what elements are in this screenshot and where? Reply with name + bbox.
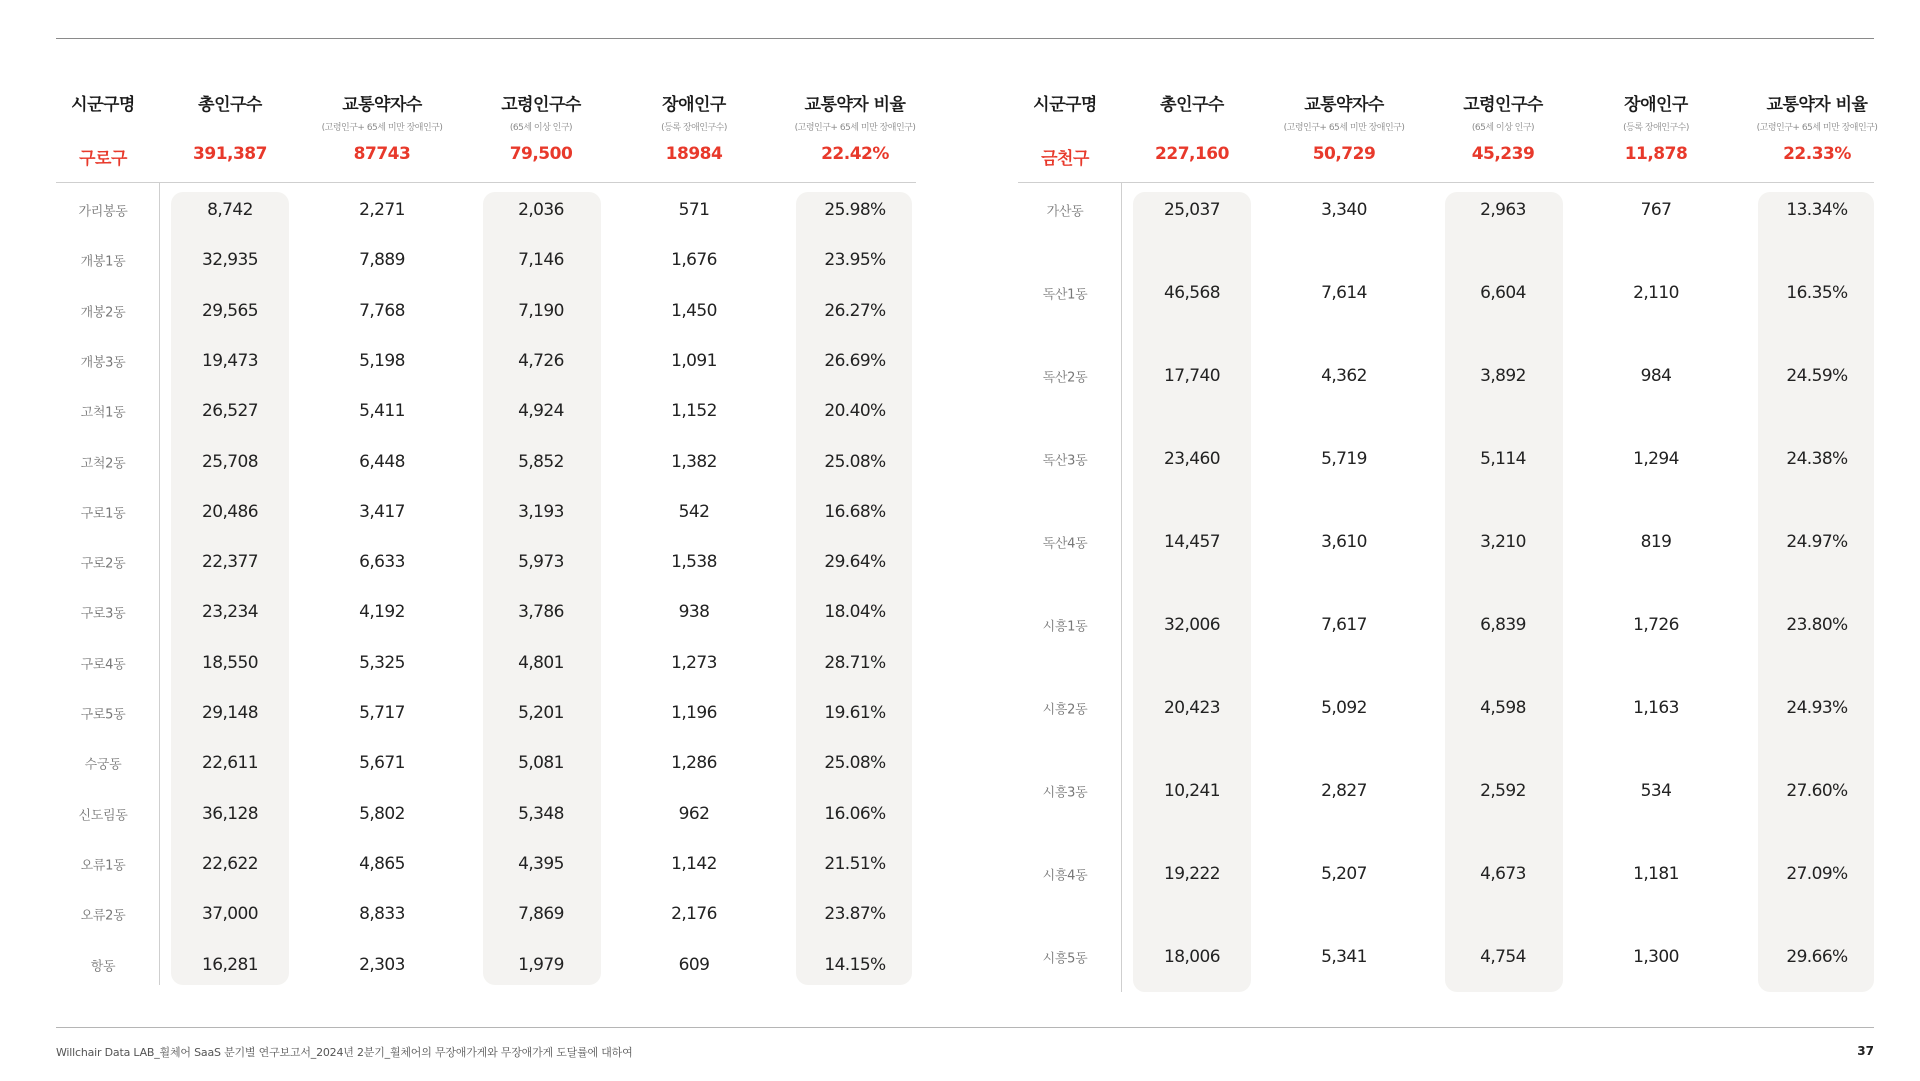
table-cell: 5,198 — [359, 350, 405, 371]
table-cell: 20.40% — [824, 401, 886, 422]
table-cell: 14,457 — [1164, 532, 1220, 552]
table-cell: 14.15% — [824, 954, 886, 975]
table-cell: 4,801 — [518, 652, 564, 673]
table-cell: 3,210 — [1480, 532, 1526, 552]
table-cell: 4,395 — [518, 853, 564, 874]
column-header-title: 시군구명 — [71, 95, 135, 115]
table-cell: 5,325 — [359, 652, 405, 673]
table-cell: 5,717 — [359, 703, 405, 723]
column-header-title: 총인구수 — [1160, 95, 1224, 115]
district-name: 금천구 — [1041, 149, 1089, 169]
column-header-title: 시군구명 — [1033, 95, 1097, 115]
column-header-subtitle: (고령인구+ 65세 미만 장애인구) — [1283, 123, 1405, 133]
table-cell: 1,273 — [671, 652, 717, 673]
table-cell: 2,176 — [671, 904, 717, 925]
table-cell: 1,286 — [671, 753, 717, 774]
table-cell: 32,006 — [1164, 615, 1220, 635]
dong-name: 구로4동 — [80, 657, 126, 673]
column-header-subtitle — [175, 120, 285, 131]
table-cell: 22,622 — [202, 853, 258, 874]
table-cell: 5,719 — [1321, 449, 1367, 469]
table-cell: 7,614 — [1321, 283, 1367, 303]
column-header — [58, 90, 148, 131]
table-cell: 18,006 — [1164, 947, 1220, 967]
column-header-subtitle — [1020, 120, 1110, 131]
table-cell: 534 — [1640, 781, 1672, 801]
table-cell: 2,110 — [1633, 283, 1679, 303]
table-cell: 25,708 — [202, 451, 258, 472]
table-cell: 3,892 — [1480, 366, 1526, 386]
page-number: 37 — [1857, 1044, 1874, 1058]
column-header-subtitle: (65세 이상 인구) — [509, 123, 573, 133]
dong-name: 독산1동 — [1042, 287, 1088, 303]
district-name: 구로구 — [79, 149, 127, 169]
table-cell: 21.51% — [824, 853, 886, 874]
table-cell: 2,963 — [1480, 200, 1526, 220]
table-cell: 8,833 — [359, 904, 405, 925]
table-cell: 2,592 — [1480, 781, 1526, 801]
table-cell: 5,081 — [518, 753, 564, 774]
table-cell: 22,611 — [202, 753, 258, 774]
table-cell: 1,676 — [671, 250, 717, 271]
column-header-subtitle: (65세 이상 인구) — [1471, 123, 1535, 133]
dong-name: 시흥2동 — [1042, 702, 1088, 718]
table-cell: 6,839 — [1480, 615, 1526, 635]
table-cell: 5,973 — [518, 552, 564, 573]
table-geumcheon — [1018, 90, 1878, 992]
table-cell: 4,598 — [1480, 698, 1526, 718]
table-cell: 23.95% — [824, 250, 886, 271]
table-cell: 542 — [678, 501, 710, 522]
table-cell: 1,538 — [671, 552, 717, 573]
table-cell: 16.68% — [824, 501, 886, 522]
table-cell: 25.08% — [824, 451, 886, 472]
table-cell: 20,423 — [1164, 698, 1220, 718]
column-header-title: 교통약자 비율 — [1766, 95, 1868, 115]
column-header — [634, 90, 754, 131]
table-cell: 1,152 — [671, 401, 717, 422]
column-header — [1737, 90, 1897, 131]
table-cell: 24.97% — [1786, 532, 1848, 552]
district-total: 22.33% — [1783, 144, 1851, 164]
column-header — [1443, 90, 1563, 131]
column-header-title: 고령인구수 — [501, 95, 581, 115]
dong-name: 독산3동 — [1042, 453, 1088, 469]
table-cell: 19,473 — [202, 350, 258, 371]
table-cell: 767 — [1640, 200, 1672, 220]
table-cell: 4,192 — [359, 602, 405, 623]
table-cell: 4,924 — [518, 401, 564, 422]
header-divider — [56, 182, 916, 183]
table-cell: 6,604 — [1480, 283, 1526, 303]
table-cell: 16.06% — [824, 803, 886, 824]
dong-name: 독산4동 — [1042, 536, 1088, 552]
column-header — [1020, 90, 1110, 131]
dong-name: 오류1동 — [80, 858, 126, 874]
table-cell: 1,294 — [1633, 449, 1679, 469]
table-cell: 29,148 — [202, 703, 258, 723]
column-header-title: 교통약자수 — [342, 95, 422, 115]
table-cell: 4,754 — [1480, 947, 1526, 967]
column-header — [1269, 90, 1419, 131]
table-cell: 3,786 — [518, 602, 564, 623]
column-header-subtitle: (고령인구+ 65세 미만 장애인구) — [794, 123, 916, 133]
column-header — [307, 90, 457, 131]
table-cell: 5,114 — [1480, 449, 1526, 469]
table-guro — [56, 90, 916, 985]
dong-name: 독산2동 — [1042, 370, 1088, 386]
table-cell: 24.93% — [1786, 698, 1848, 718]
table-cell: 6,448 — [359, 451, 405, 472]
table-cell: 20,486 — [202, 501, 258, 522]
table-cell: 5,207 — [1321, 864, 1367, 884]
dong-name: 가리봉동 — [78, 204, 128, 220]
table-cell: 3,340 — [1321, 200, 1367, 220]
dong-name: 구로3동 — [80, 606, 126, 622]
table-cell: 609 — [678, 954, 710, 975]
table-cell: 984 — [1640, 366, 1672, 386]
table-cell: 2,827 — [1321, 781, 1367, 801]
name-column-divider — [1121, 182, 1122, 992]
table-cell: 1,450 — [671, 300, 717, 321]
table-cell: 7,889 — [359, 250, 405, 271]
column-header-subtitle: (등록 장애인구수) — [1623, 123, 1689, 133]
table-cell: 1,196 — [671, 703, 717, 723]
column-header — [481, 90, 601, 131]
district-total: 11,878 — [1624, 144, 1688, 164]
table-cell: 4,362 — [1321, 366, 1367, 386]
dong-name: 시흥3동 — [1042, 785, 1088, 801]
dong-name: 시흥5동 — [1042, 951, 1088, 967]
table-cell: 28.71% — [824, 652, 886, 673]
dong-name: 구로2동 — [80, 556, 126, 572]
column-header-subtitle: (고령인구+ 65세 미만 장애인구) — [321, 123, 443, 133]
table-cell: 938 — [678, 602, 710, 623]
name-column-divider — [159, 182, 160, 985]
table-cell: 26,527 — [202, 401, 258, 422]
dong-name: 시흥4동 — [1042, 868, 1088, 884]
table-cell: 19,222 — [1164, 864, 1220, 884]
table-cell: 10,241 — [1164, 781, 1220, 801]
table-cell: 7,190 — [518, 300, 564, 321]
table-cell: 3,193 — [518, 501, 564, 522]
table-cell: 1,300 — [1633, 947, 1679, 967]
dong-name: 신도림동 — [78, 808, 128, 824]
bottom-divider — [56, 1027, 1874, 1028]
table-cell: 7,768 — [359, 300, 405, 321]
dong-name: 오류2동 — [80, 908, 126, 924]
table-cell: 2,303 — [359, 954, 405, 975]
table-cell: 16.35% — [1786, 283, 1848, 303]
dong-name: 고척1동 — [80, 405, 126, 421]
dong-name: 개봉2동 — [80, 305, 126, 321]
table-cell: 7,617 — [1321, 615, 1367, 635]
table-cell: 5,092 — [1321, 698, 1367, 718]
district-total: 391,387 — [193, 144, 267, 164]
column-header-subtitle — [1137, 120, 1247, 131]
table-cell: 29,565 — [202, 300, 258, 321]
table-cell: 2,271 — [359, 200, 405, 220]
table-cell: 3,417 — [359, 501, 405, 522]
table-cell: 1,382 — [671, 451, 717, 472]
column-header — [175, 90, 285, 131]
table-cell: 5,852 — [518, 451, 564, 472]
table-cell: 5,411 — [359, 401, 405, 422]
table-cell: 4,673 — [1480, 864, 1526, 884]
table-cell: 4,865 — [359, 853, 405, 874]
table-cell: 37,000 — [202, 904, 258, 925]
district-total: 79,500 — [509, 144, 573, 164]
column-header-subtitle: (고령인구+ 65세 미만 장애인구) — [1756, 123, 1878, 133]
district-total: 22.42% — [821, 144, 889, 164]
table-cell: 571 — [678, 200, 710, 220]
column-header-subtitle: (등록 장애인구수) — [661, 123, 727, 133]
table-cell: 24.38% — [1786, 449, 1848, 469]
dong-name: 수궁동 — [84, 757, 122, 773]
table-cell: 32,935 — [202, 250, 258, 271]
table-cell: 27.09% — [1786, 864, 1848, 884]
table-cell: 13.34% — [1786, 200, 1848, 220]
district-total: 45,239 — [1471, 144, 1535, 164]
footer-text: Willchair Data LAB_휠체어 SaaS 분기별 연구보고서_2024년 2분기_휠체어의 무장애가게와 무장애가게 도달률에 대하여 — [56, 1046, 633, 1059]
column-header — [1137, 90, 1247, 131]
table-cell: 1,979 — [518, 954, 564, 975]
table-cell: 16,281 — [202, 954, 258, 975]
district-total: 18984 — [665, 144, 723, 164]
table-cell: 7,146 — [518, 250, 564, 271]
table-cell: 1,726 — [1633, 615, 1679, 635]
table-cell: 23.80% — [1786, 615, 1848, 635]
dong-name: 시흥1동 — [1042, 619, 1088, 635]
dong-name: 개봉1동 — [80, 254, 126, 270]
table-cell: 5,802 — [359, 803, 405, 824]
table-cell: 25.08% — [824, 753, 886, 774]
table-cell: 8,742 — [207, 200, 253, 220]
table-cell: 819 — [1640, 532, 1672, 552]
table-cell: 22,377 — [202, 552, 258, 573]
table-cell: 23,234 — [202, 602, 258, 623]
district-total: 227,160 — [1155, 144, 1229, 164]
top-divider — [56, 38, 1874, 39]
table-cell: 962 — [678, 803, 710, 824]
table-cell: 29.64% — [824, 552, 886, 573]
column-header — [775, 90, 935, 131]
dong-name: 항동 — [90, 959, 116, 974]
table-cell: 4,726 — [518, 350, 564, 371]
table-cell: 1,163 — [1633, 698, 1679, 718]
table-cell: 5,341 — [1321, 947, 1367, 967]
column-header-title: 교통약자수 — [1304, 95, 1384, 115]
table-cell: 6,633 — [359, 552, 405, 573]
table-cell: 2,036 — [518, 200, 564, 220]
table-cell: 36,128 — [202, 803, 258, 824]
table-cell: 25,037 — [1164, 200, 1220, 220]
table-cell: 29.66% — [1786, 947, 1848, 967]
table-cell: 27.60% — [1786, 781, 1848, 801]
column-header-title: 고령인구수 — [1463, 95, 1543, 115]
column-header-title: 총인구수 — [198, 95, 262, 115]
column-header — [1596, 90, 1716, 131]
dong-name: 개봉3동 — [80, 355, 126, 371]
table-cell: 1,181 — [1633, 864, 1679, 884]
table-cell: 7,869 — [518, 904, 564, 925]
table-cell: 18.04% — [824, 602, 886, 623]
header-divider — [1018, 182, 1874, 183]
table-cell: 5,348 — [518, 803, 564, 824]
table-cell: 3,610 — [1321, 532, 1367, 552]
column-header-subtitle — [58, 120, 148, 131]
dong-name: 가산동 — [1046, 204, 1084, 220]
table-cell: 5,671 — [359, 753, 405, 774]
dong-name: 구로1동 — [80, 506, 126, 522]
district-total: 50,729 — [1312, 144, 1376, 164]
dong-name: 구로5동 — [80, 707, 126, 723]
dong-name: 고척2동 — [80, 456, 126, 471]
district-total: 87743 — [353, 144, 411, 164]
table-cell: 23.87% — [824, 904, 886, 925]
table-cell: 5,201 — [518, 703, 564, 723]
column-header-title: 장애인구 — [1624, 95, 1688, 115]
table-cell: 17,740 — [1164, 366, 1220, 386]
table-cell: 26.69% — [824, 350, 886, 371]
column-header-title: 장애인구 — [662, 95, 726, 115]
table-cell: 46,568 — [1164, 283, 1220, 303]
table-cell: 24.59% — [1786, 366, 1848, 386]
table-cell: 23,460 — [1164, 449, 1220, 469]
table-cell: 1,142 — [671, 853, 717, 874]
table-cell: 18,550 — [202, 652, 258, 673]
table-cell: 19.61% — [824, 703, 886, 723]
table-cell: 26.27% — [824, 300, 886, 321]
column-header-title: 교통약자 비율 — [804, 95, 906, 115]
table-cell: 1,091 — [671, 350, 717, 371]
table-cell: 25.98% — [824, 200, 886, 220]
